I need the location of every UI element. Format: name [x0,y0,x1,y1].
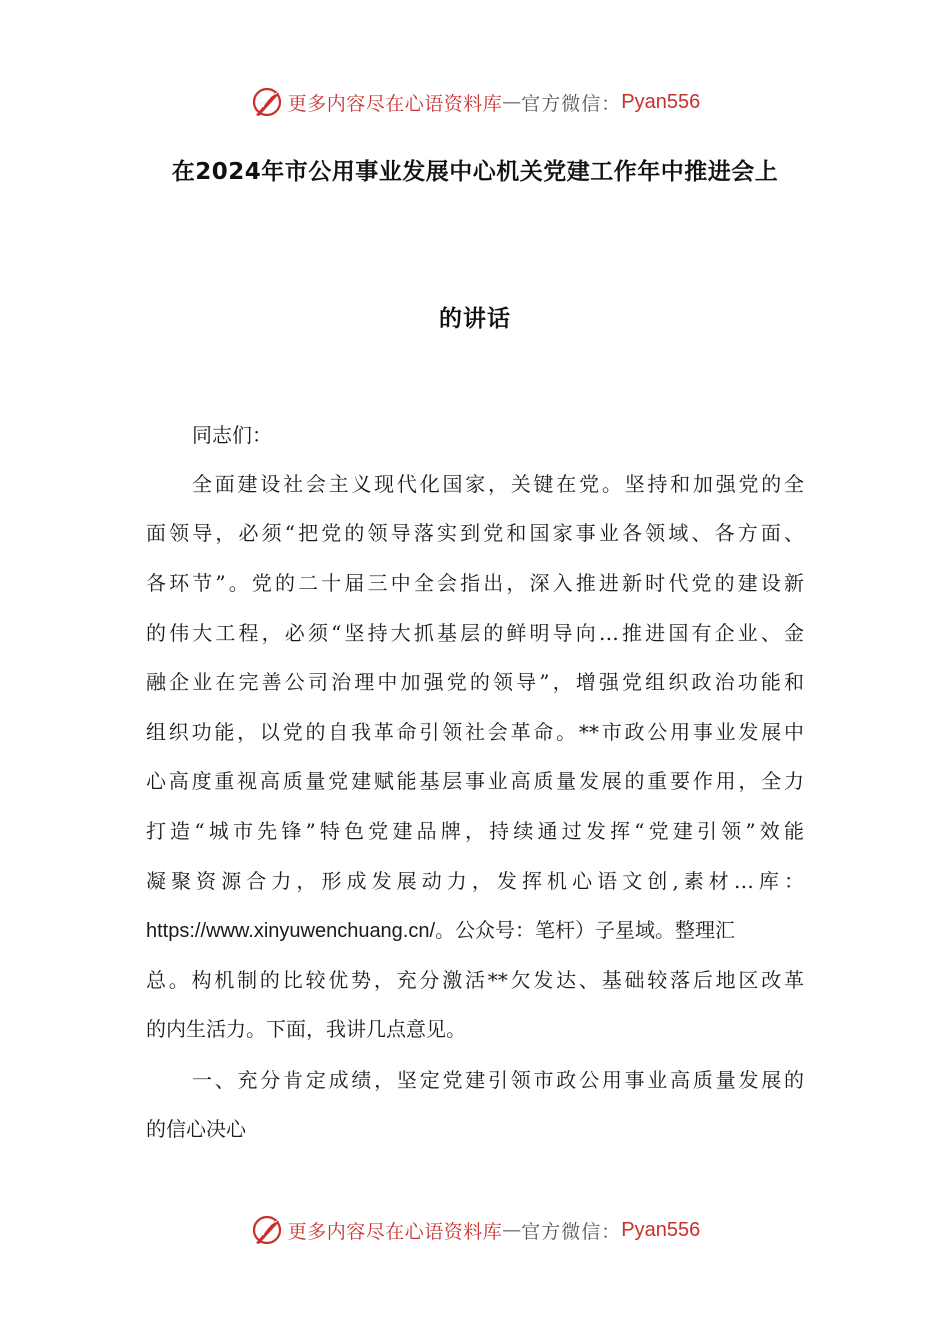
watermark-wechat-id: Pyan556 [621,90,701,113]
url-suffix-text: 。公众号：笔杆）子星域。整理汇 [435,918,736,942]
body-line: 凝聚资源合力，形成发展动力，发挥机心语文创,素材…库： [146,869,804,893]
body-line: 总。构机制的比较优势，充分激活**欠发达、基础较落后地区改革 [146,968,804,992]
document-title-line-1: 在2024年市公用事业发展中心机关党建工作年中推进会上 [171,159,779,185]
quill-pen-circle-icon [250,1213,284,1247]
watermark-separator: — [502,91,522,113]
body-line: 面领导，必须“把党的领导落实到党和国家事业各领域、各方面、 [146,521,804,545]
body-line: 打造“城市先锋”特色党建品牌，持续通过发挥“党建引领”效能 [146,819,804,843]
body-line: 的伟大工程，必须“坚持大抓基层的鲜明导向…推进国有企业、金 [146,621,804,645]
body-line: 心高度重视高质量党建赋能基层事业高质量发展的重要作用，全力 [146,769,804,793]
watermark-wechat-label: 官方微信： [521,92,622,115]
greeting: 同志们： [192,423,272,447]
watermark-wechat-id: Pyan556 [621,1218,701,1241]
watermark-text: 更多内容尽在心语资料库 [287,92,503,115]
watermark-text: 更多内容尽在心语资料库 [287,1220,503,1243]
body-line: 的内生活力。下面，我讲几点意见。 [146,1017,466,1041]
body-line: 全面建设社会主义现代化国家，关键在党。坚持和加强党的全 [192,472,804,496]
watermark-banner-bottom [0,1210,950,1250]
body-line: 融企业在完善公司治理中加强党的领导”，增强党组织政治功能和 [146,670,804,694]
watermark-wechat-label: 官方微信： [521,1220,622,1243]
body-line: 组织功能，以党的自我革命引领社会革命。**市政公用事业发展中 [146,720,804,744]
watermark-banner-top [0,82,950,122]
section-heading-line-2: 的信心决心 [146,1117,246,1141]
quill-pen-circle-icon [250,85,284,119]
watermark-separator: — [502,1219,522,1241]
section-heading-line-1: 一、充分肯定成绩，坚定党建引领市政公用事业高质量发展的 [192,1068,804,1092]
body-line: 各环节”。党的二十届三中全会指出，深入推进新时代党的建设新 [146,571,804,595]
website-url[interactable]: https://www.xinyuwenchuang.cn/ [146,920,436,942]
document-title-line-2: 的讲话 [439,306,511,332]
body-line-with-url [146,915,804,946]
